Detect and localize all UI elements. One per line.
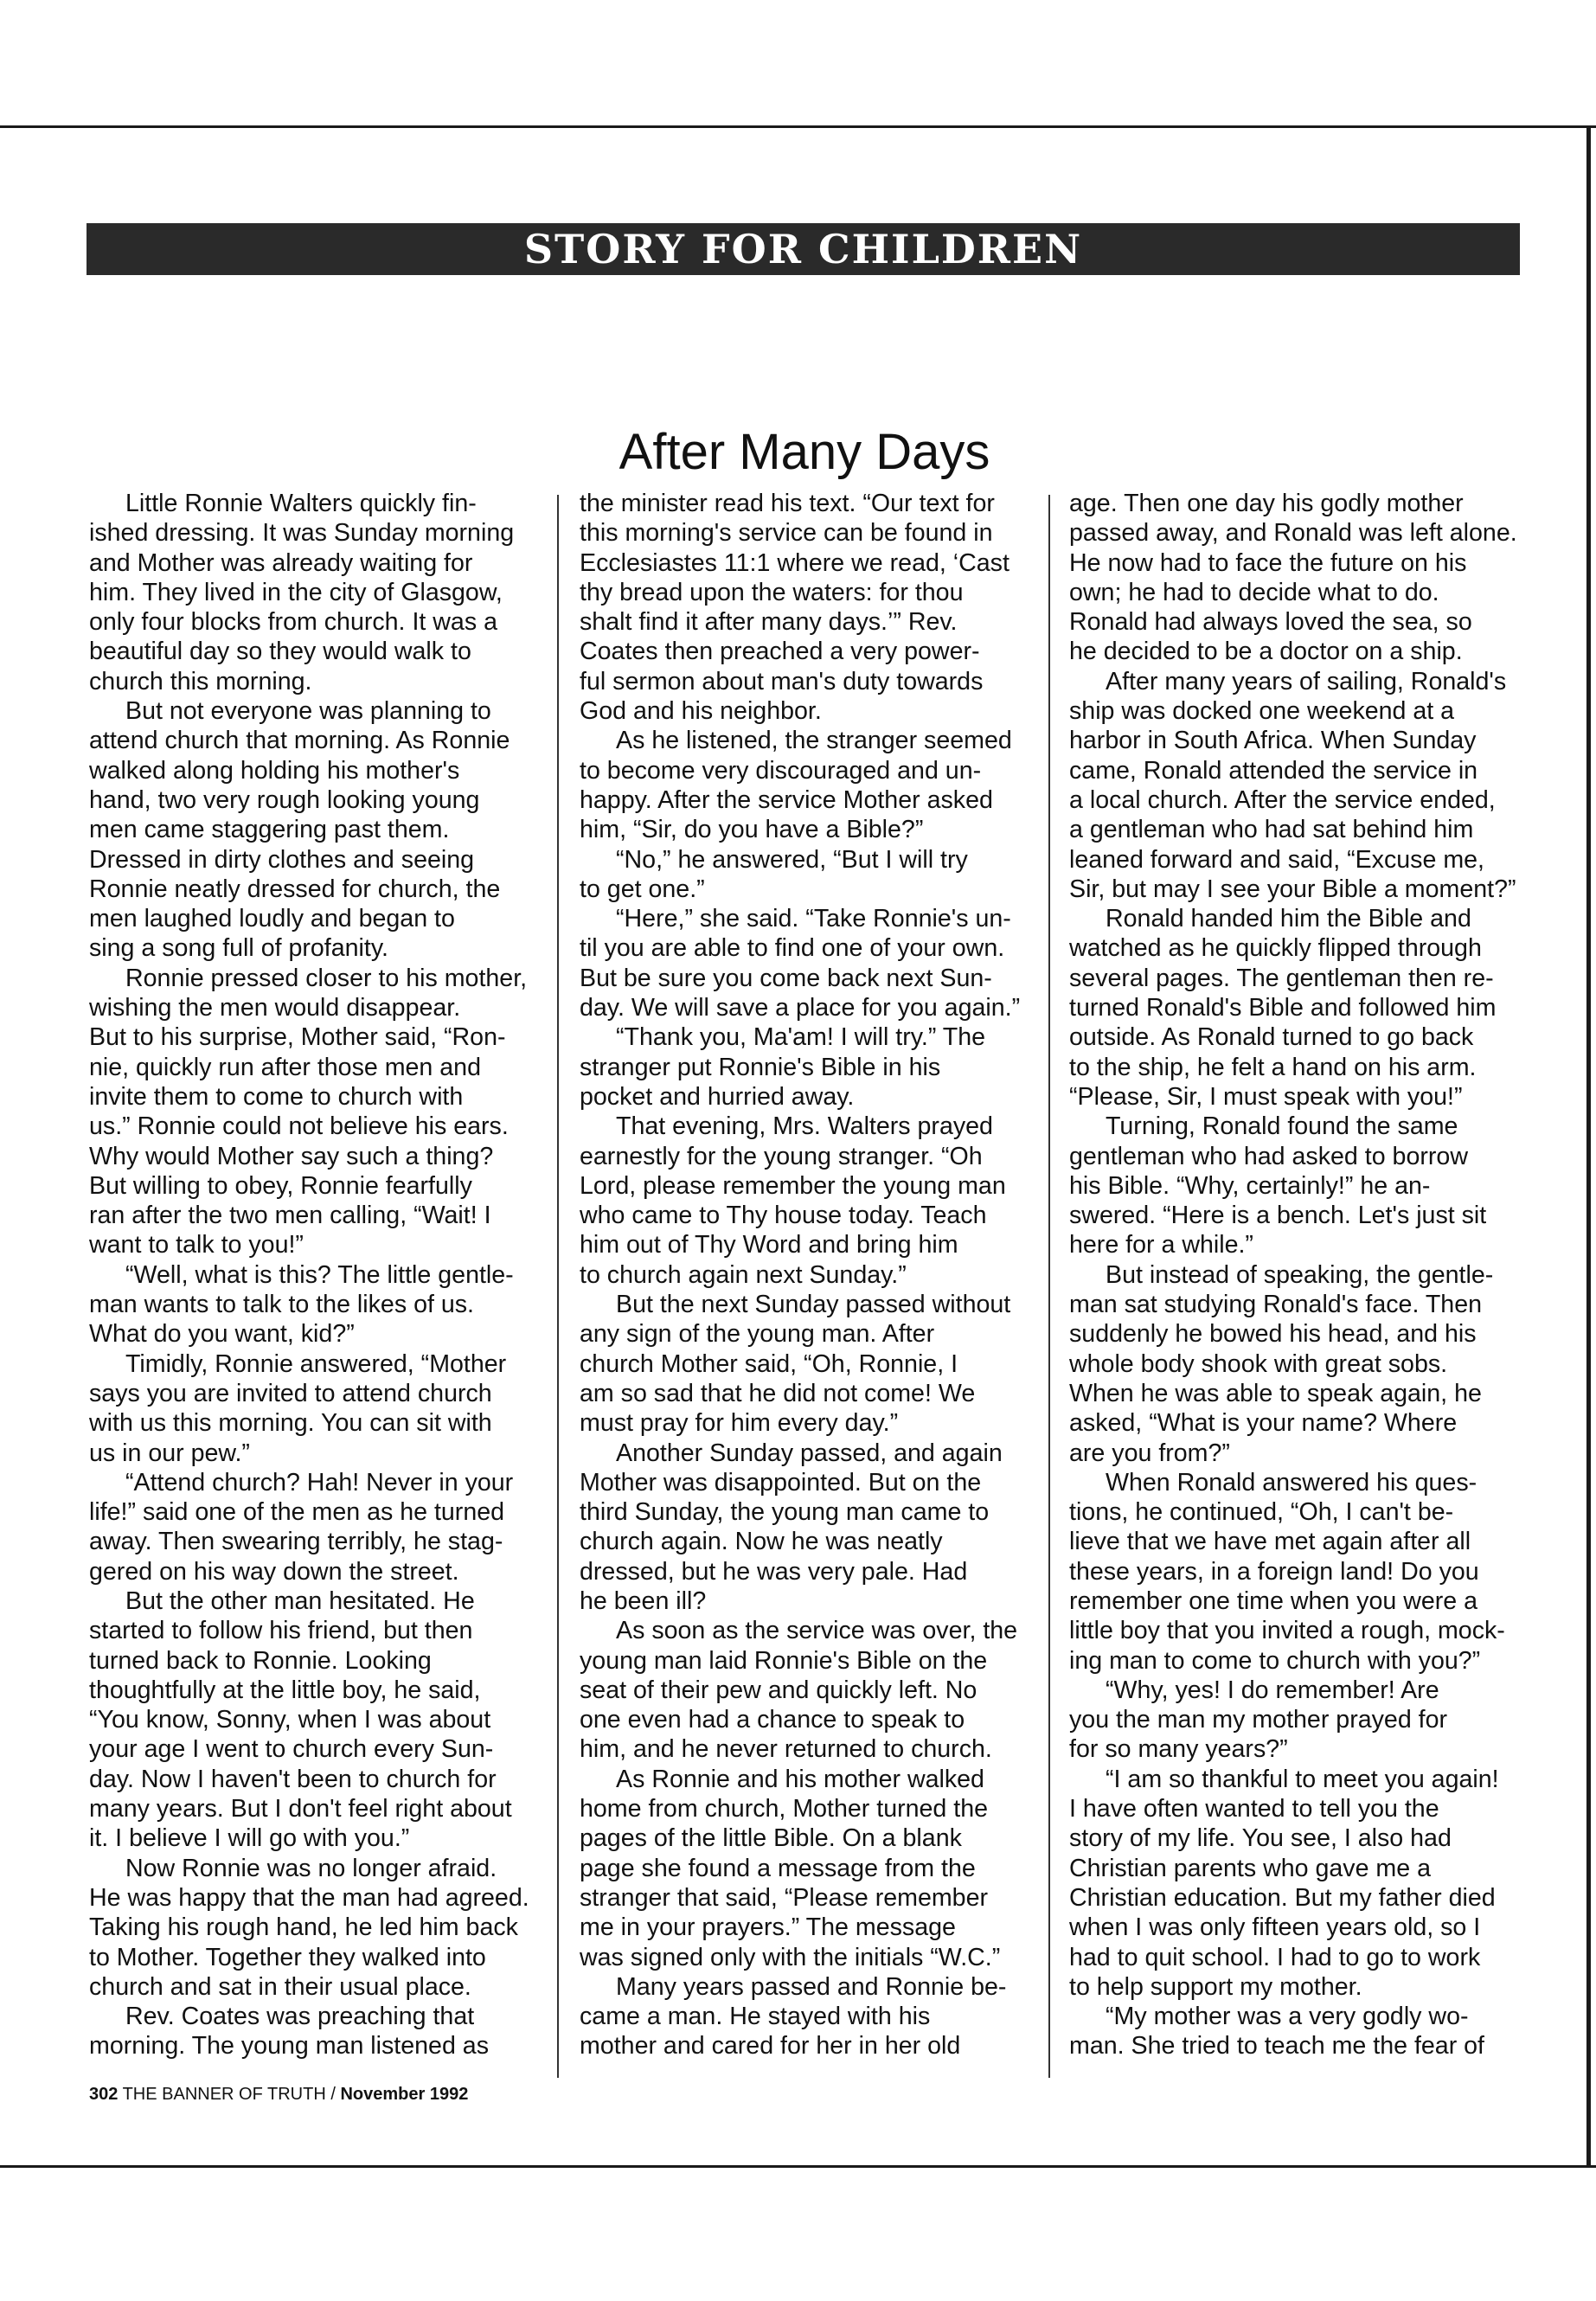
text-line: Ronald handed him the Bible and [1106, 905, 1471, 933]
text-line: church and sat in their usual place. [89, 1972, 471, 2001]
text-line: ran after the two men calling, “Wait! I [89, 1202, 491, 1230]
text-line: must pray for him every day.” [580, 1409, 899, 1438]
text-line: he decided to be a doctor on a ship. [1069, 638, 1463, 666]
text-line: any sign of the young man. After [580, 1320, 935, 1349]
section-banner-label: STORY FOR CHILDREN [523, 226, 1083, 272]
text-line: “Attend church? Hah! Never in your [125, 1468, 514, 1497]
text-line: lieve that we have met again after all [1069, 1528, 1471, 1556]
text-line: page she found a message from the [580, 1854, 976, 1882]
text-line: here for a while.” [1069, 1231, 1253, 1259]
text-line: beautiful day so they would walk to [89, 638, 471, 666]
text-line: whole body shook with great sobs. [1069, 1349, 1448, 1378]
text-line: asked, “What is your name? Where [1069, 1409, 1458, 1438]
text-line: to get one.” [580, 875, 705, 903]
text-line: harbor in South Africa. When Sunday [1069, 727, 1477, 755]
text-line: Ecclesiastes 11:1 where we read, ‘Cast [580, 548, 1010, 577]
text-line: for so many years?” [1069, 1735, 1288, 1764]
text-line: pocket and hurried away. [580, 1082, 855, 1111]
text-line: attend church that morning. As Ronnie [89, 727, 510, 755]
page-top-border [0, 125, 1596, 128]
text-line: God and his neighbor. [580, 697, 822, 726]
page-footer [89, 2085, 468, 2105]
text-line: passed away, and Ronald was left alone. [1069, 519, 1517, 548]
text-line: him out of Thy Word and bring him [580, 1231, 958, 1259]
text-line: But not everyone was planning to [125, 697, 491, 726]
text-line: who came to Thy house today. Teach [580, 1202, 987, 1230]
text-line: Taking his rough hand, he led him back [89, 1913, 518, 1942]
text-line: That evening, Mrs. Walters prayed [616, 1112, 993, 1141]
column-divider [557, 495, 559, 2078]
text-line: Sir, but may I see your Bible a moment?” [1069, 875, 1516, 903]
text-line: When he was able to speak again, he [1069, 1379, 1482, 1407]
text-line: him, “Sir, do you have a Bible?” [580, 816, 924, 844]
text-line: third Sunday, the young man came to [580, 1498, 990, 1527]
text-line: “Why, yes! I do remember! Are [1106, 1676, 1439, 1704]
text-line: Christian education. But my father died [1069, 1883, 1496, 1912]
story-title: After Many Days [619, 424, 990, 480]
text-line: But willing to obey, Ronnie fearfully [89, 1171, 472, 1200]
text-line: “My mother was a very godly wo- [1106, 2003, 1469, 2031]
text-line: are you from?” [1069, 1439, 1230, 1467]
text-line: he been ill? [580, 1586, 707, 1615]
text-line: stranger put Ronnie's Bible in his [580, 1053, 941, 1081]
text-line: me in your prayers.” The message [580, 1913, 956, 1942]
section-banner [87, 223, 1520, 275]
text-line: a gentleman who had sat behind him [1069, 816, 1474, 844]
text-line: men laughed loudly and began to [89, 905, 455, 933]
text-line: men came staggering past them. [89, 816, 450, 844]
text-line: hand, two very rough looking young [89, 785, 480, 814]
text-line: til you are able to find one of your own. [580, 934, 1005, 963]
text-line: Now Ronnie was no longer afraid. [125, 1854, 497, 1882]
text-line: sing a song full of profanity. [89, 934, 388, 963]
text-line: man sat studying Ronald's face. Then [1069, 1291, 1483, 1319]
text-line: As soon as the service was over, the [616, 1617, 1018, 1645]
text-line: and Mother was already waiting for [89, 548, 473, 577]
text-line: thoughtfully at the little boy, he said, [89, 1676, 481, 1704]
text-line: came a man. He stayed with his [580, 2003, 931, 2031]
text-column-2 [580, 489, 1021, 2061]
publication-name: THE BANNER OF TRUTH / [122, 2085, 336, 2104]
text-line: story of my life. You see, I also had [1069, 1824, 1452, 1853]
text-line: ship was docked one weekend at a [1069, 697, 1455, 726]
text-line: the minister read his text. “Our text for [580, 490, 995, 517]
text-column-1 [89, 489, 539, 2061]
text-line: “Thank you, Ma'am! I will try.” The [616, 1023, 986, 1052]
text-line: walked along holding his mother's [89, 756, 460, 785]
text-line: ful sermon about man's duty towards [580, 667, 984, 695]
text-line: But to his surprise, Mother said, “Ron- [89, 1023, 506, 1052]
text-line: Another Sunday passed, and again [616, 1439, 1003, 1467]
text-line: gered on his way down the street. [89, 1557, 459, 1586]
text-line: ished dressing. It was Sunday morning [89, 519, 515, 548]
text-line: But the next Sunday passed without [616, 1291, 1011, 1319]
text-line: man. She tried to teach me the fear of [1069, 2032, 1485, 2061]
text-line: him, and he never returned to church. [580, 1735, 992, 1764]
text-line: it. I believe I will go with you.” [89, 1824, 410, 1853]
text-line: Ronnie neatly dressed for church, the [89, 875, 501, 903]
text-line: was signed only with the initials “W.C.” [580, 1943, 1001, 1971]
text-line: this morning's service can be found in [580, 519, 993, 548]
text-line: gentleman who had asked to borrow [1069, 1142, 1468, 1170]
text-line: church this morning. [89, 667, 312, 695]
text-line: church Mother said, “Oh, Ronnie, I [580, 1349, 958, 1378]
text-line: tions, he continued, “Oh, I can't be- [1069, 1498, 1454, 1527]
text-line: to Mother. Together they walked into [89, 1943, 486, 1971]
text-line: Mother was disappointed. But on the [580, 1468, 982, 1497]
text-line: As Ronnie and his mother walked [616, 1765, 984, 1793]
text-line: thy bread upon the waters: for thou [580, 578, 964, 606]
text-line: turned back to Ronnie. Looking [89, 1646, 432, 1675]
text-line: seat of their pew and quickly left. No [580, 1676, 977, 1704]
text-line: many years. But I don't feel right about [89, 1795, 512, 1823]
text-line: He was happy that the man had agreed. [89, 1883, 529, 1912]
text-line: us in our pew.” [89, 1439, 250, 1467]
text-line: his Bible. “Why, certainly!” he an- [1069, 1171, 1431, 1200]
text-line: day. We will save a place for you again.” [580, 994, 1021, 1022]
text-line: your age I went to church every Sun- [89, 1735, 494, 1764]
text-line: nie, quickly run after those men and [89, 1053, 481, 1081]
text-line: Coates then preached a very power- [580, 638, 980, 666]
text-line: with us this morning. You can sit with [89, 1409, 492, 1438]
text-line: As he listened, the stranger seemed [616, 727, 1012, 755]
text-line: leaned forward and said, “Excuse me, [1069, 845, 1484, 874]
text-line: invite them to come to church with [89, 1082, 464, 1111]
text-line: turned Ronald's Bible and followed him [1069, 994, 1497, 1022]
text-line: morning. The young man listened as [89, 2032, 490, 2061]
text-line: came, Ronald attended the service in [1069, 756, 1478, 785]
issue-date: November 1992 [340, 2085, 469, 2104]
text-line: But be sure you come back next Sun- [580, 964, 992, 992]
text-line: to help support my mother. [1069, 1972, 1362, 2001]
text-line: one even had a chance to speak to [580, 1706, 965, 1734]
text-line: Lord, please remember the young man [580, 1171, 1006, 1200]
text-line: man wants to talk to the likes of us. [89, 1291, 475, 1319]
text-line: remember one time when you were a [1069, 1586, 1478, 1615]
text-line: Why would Mother say such a thing? [89, 1142, 494, 1170]
text-line: age. Then one day his godly mother [1069, 490, 1464, 517]
text-line: “You know, Sonny, when I was about [89, 1706, 491, 1734]
text-line: swered. “Here is a bench. Let's just sit [1069, 1202, 1487, 1230]
text-line: happy. After the service Mother asked [580, 785, 993, 814]
text-line: several pages. The gentleman then re- [1069, 964, 1494, 992]
text-line: “No,” he answered, “But I will try [616, 845, 968, 874]
text-line: says you are invited to attend church [89, 1379, 492, 1407]
text-line: to church again next Sunday.” [580, 1260, 907, 1289]
text-line: What do you want, kid?” [89, 1320, 355, 1349]
text-line: you the man my mother prayed for [1069, 1706, 1448, 1734]
text-line: After many years of sailing, Ronald's [1106, 667, 1507, 695]
text-line: Many years passed and Ronnie be- [616, 1972, 1007, 2001]
text-line: mother and cared for her in her old [580, 2032, 961, 2061]
text-line: to the ship, he felt a hand on his arm. [1069, 1053, 1477, 1081]
text-line: life!” said one of the men as he turned [89, 1498, 505, 1527]
text-line: But instead of speaking, the gentle- [1106, 1260, 1494, 1289]
column-divider [1048, 495, 1050, 2078]
page-number: 302 [89, 2085, 119, 2104]
text-column-3 [1069, 489, 1523, 2061]
text-line: suddenly he bowed his head, and his [1069, 1320, 1477, 1349]
text-line: us.” Ronnie could not believe his ears. [89, 1112, 509, 1141]
text-line: When Ronald answered his ques- [1106, 1468, 1477, 1497]
text-line: watched as he quickly flipped through [1069, 934, 1482, 963]
text-line: him. They lived in the city of Glasgow, [89, 578, 503, 606]
text-line: Little Ronnie Walters quickly fin- [125, 490, 477, 517]
text-line: He now had to face the future on his [1069, 548, 1467, 577]
text-line: Timidly, Ronnie answered, “Mother [125, 1349, 507, 1378]
text-line: to become very discouraged and un- [580, 756, 982, 785]
text-line: these years, in a foreign land! Do you [1069, 1557, 1479, 1586]
text-line: earnestly for the young stranger. “Oh [580, 1142, 983, 1170]
text-line: young man laid Ronnie's Bible on the [580, 1646, 988, 1675]
text-line: Ronnie pressed closer to his mother, [125, 964, 528, 992]
page-right-border [1586, 125, 1591, 2167]
text-line: “Please, Sir, I must speak with you!” [1069, 1082, 1463, 1111]
text-line: shalt find it after many days.’” Rev. [580, 608, 958, 637]
text-line: But the other man hesitated. He [125, 1586, 475, 1615]
text-line: a local church. After the service ended, [1069, 785, 1496, 814]
text-line: had to quit school. I had to go to work [1069, 1943, 1481, 1971]
text-line: Turning, Ronald found the same [1106, 1112, 1458, 1141]
text-line: am so sad that he did not come! We [580, 1379, 976, 1407]
text-line: started to follow his friend, but then [89, 1617, 473, 1645]
text-line: when I was only fifteen years old, so I [1069, 1913, 1481, 1942]
text-line: stranger that said, “Please remember [580, 1883, 989, 1912]
text-line: wishing the men would disappear. [89, 994, 461, 1022]
text-line: want to talk to you!” [89, 1231, 304, 1259]
text-line: “I am so thankful to meet you again! [1106, 1765, 1499, 1793]
text-line: Christian parents who gave me a [1069, 1854, 1432, 1882]
text-line: Ronald had always loved the sea, so [1069, 608, 1472, 637]
text-line: “Here,” she said. “Take Ronnie's un- [616, 905, 1011, 933]
text-line: “Well, what is this? The little gentle- [125, 1260, 514, 1289]
text-line: ing man to come to church with you?” [1069, 1646, 1481, 1675]
text-line: outside. As Ronald turned to go back [1069, 1023, 1474, 1052]
text-line: I have often wanted to tell you the [1069, 1795, 1439, 1823]
text-line: only four blocks from church. It was a [89, 608, 497, 637]
text-line: Rev. Coates was preaching that [125, 2003, 475, 2031]
text-line: pages of the little Bible. On a blank [580, 1824, 962, 1853]
text-line: own; he had to decide what to do. [1069, 578, 1439, 606]
text-line: away. Then swearing terribly, he stag- [89, 1528, 503, 1556]
text-line: church again. Now he was neatly [580, 1528, 943, 1556]
text-line: day. Now I haven't been to church for [89, 1765, 497, 1793]
text-line: Dressed in dirty clothes and seeing [89, 845, 475, 874]
text-line: home from church, Mother turned the [580, 1795, 989, 1823]
text-line: little boy that you invited a rough, mock- [1069, 1617, 1505, 1645]
text-line: dressed, but he was very pale. Had [580, 1557, 968, 1586]
page-bottom-border [0, 2165, 1596, 2168]
